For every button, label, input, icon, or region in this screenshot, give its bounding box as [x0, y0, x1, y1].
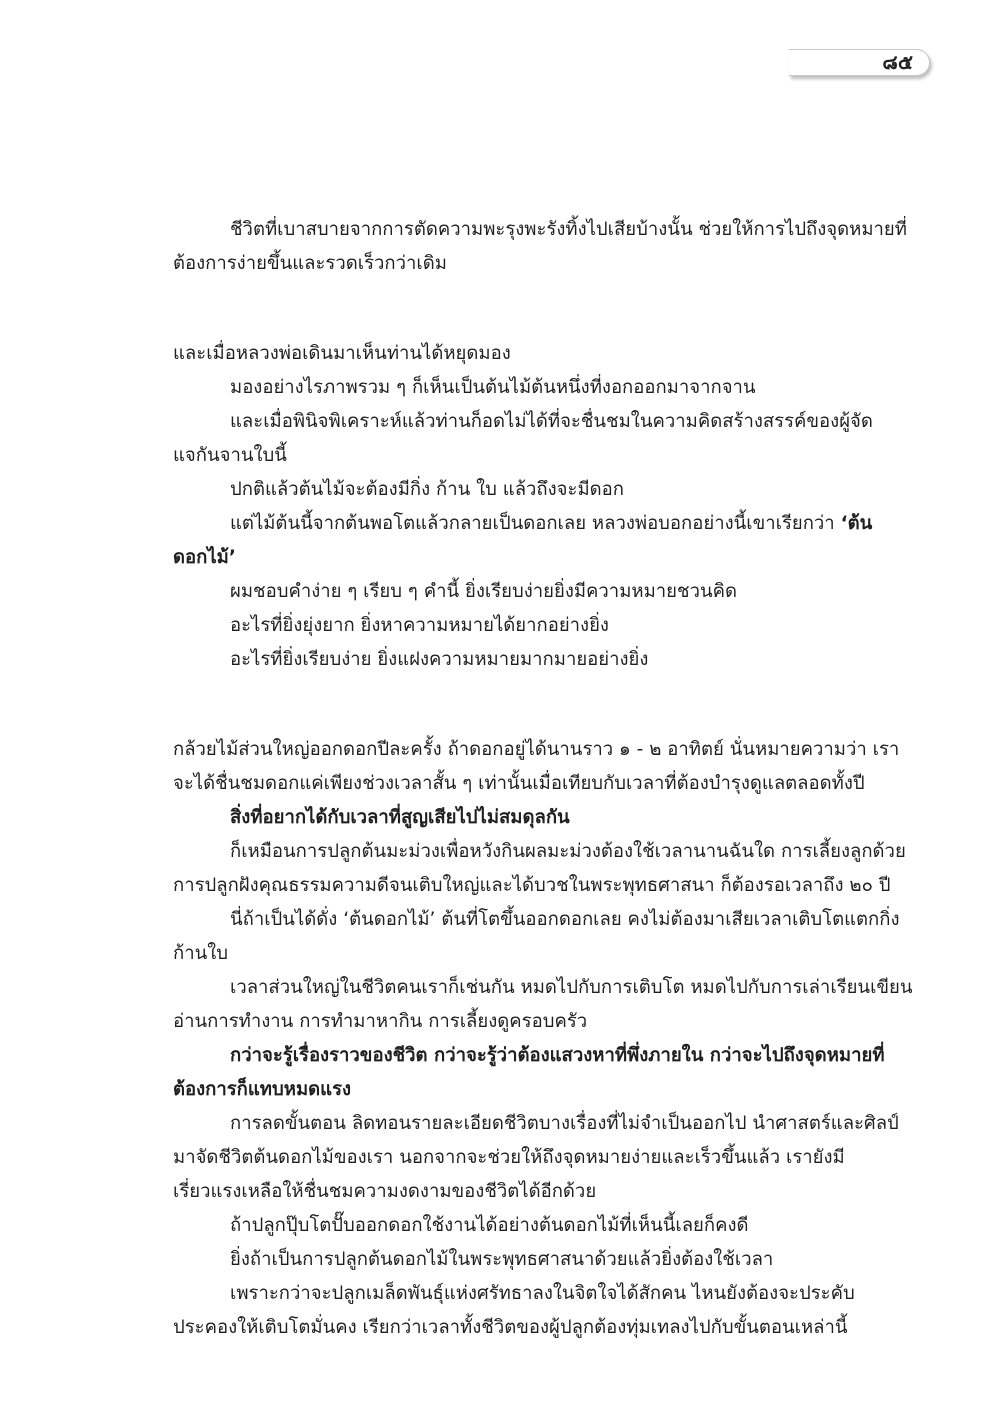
paragraph-8: อะไรที่ยิ่งยุ่งยาก ยิ่งหาความหมายได้ยากอย่างยิ่ง: [230, 615, 609, 636]
page-number-tab: [789, 49, 930, 76]
paragraph-10: กล้วยไม้ส่วนใหญ่ออกดอกปีละครั้ง ถ้าดอกอยู่ได้นานราว ๑ - ๒ อาทิตย์ นั่นหมายความว่า เราจะได้ชื่นชมดอกแค่เพียงช่วงเวลาสั้น ๆ เท่านั้นเมื่อเทียบกับเวลาที่ต้องบำรุงดูแลตลอดทั้งปี: [173, 739, 900, 794]
paragraph-12: ก็เหมือนการปลูกต้นมะม่วงเพื่อหวังกินผลมะม่วงต้องใช้เวลานานฉันใด การเลี้ยงลูกด้วยการปลูกฝังคุณธรรมความดีจนเติบใหญ่และได้บวชในพระพุทธศาสนา ก็ต้องรอเวลาถึง ๒๐ ปี: [173, 841, 906, 896]
paragraph-gap: [173, 281, 913, 315]
paragraph-14: เวลาส่วนใหญ่ในชีวิตคนเราก็เช่นกัน หมดไปกับการเติบโต หมดไปกับการเล่าเรียนเขียนอ่านการทำงาน การทำมาหากิน การเลี้ยงดูครอบครัว: [173, 977, 913, 1032]
paragraph-6-text: แต่ไม้ต้นนี้จากต้นพอโตแล้วกลายเป็นดอกเลย หลวงพ่อบอกอย่างนี้เขาเรียกว่า: [230, 513, 841, 534]
paragraph-gap: [173, 315, 913, 337]
paragraph-16: การลดขั้นตอน ลิดทอนรายละเอียดชีวิตบางเรื่องที่ไม่จำเป็นออกไป นำศาสตร์และศิลป์มาจัดชีวิตต้นดอกไม้ของเรา นอกจากจะช่วยให้ถึงจุดหมายง่ายและเร็วขึ้นแล้ว เรายังมีเรี่ยวแรงเหลือให้ชื่นชมความงดงามของชีวิตได้อีกด้วย: [173, 1113, 899, 1202]
term-ton-dok-mai: ‘ต้นดอกไม้’: [173, 513, 873, 568]
paragraph-gap: [173, 677, 913, 711]
paragraph-7: ผมชอบคำง่าย ๆ เรียบ ๆ คำนี้ ยิ่งเรียบง่ายยิ่งมีความหมายชวนคิด: [230, 581, 737, 602]
body-text: [173, 213, 913, 1345]
paragraph-18: ยิ่งถ้าเป็นการปลูกต้นดอกไม้ในพระพุทธศาสนาด้วยแล้วยิ่งต้องใช้เวลา: [230, 1249, 774, 1270]
page-number: ๘๕: [882, 50, 913, 74]
paragraph-15-emphasis: กว่าจะรู้เรื่องราวของชีวิต กว่าจะรู้ว่าต้องแสวงหาที่พึ่งภายใน กว่าจะไปถึงจุดหมายที่ต้องการก็แทบหมดแรง: [173, 1045, 885, 1100]
paragraph-6: [173, 507, 913, 575]
paragraph-19: เพราะกว่าจะปลูกเมล็ดพันธุ์แห่งศรัทธาลงในจิตใจได้สักคน ไหนยังต้องจะประคับประคองให้เติบโตมั่นคง เรียกว่าเวลาทั้งชีวิตของผู้ปลูกต้องทุ่มเทลงไปกับขั้นตอนเหล่านี้: [173, 1283, 855, 1338]
paragraph-3: มองอย่างไรภาพรวม ๆ ก็เห็นเป็นต้นไม้ต้นหนึ่งที่งอกออกมาจากจาน: [230, 377, 756, 398]
paragraph-11-emphasis: สิ่งที่อยากได้กับเวลาที่สูญเสียไปไม่สมดุลกัน: [230, 807, 570, 828]
paragraph-17: ถ้าปลูกปุ๊บโตปั๊บออกดอกใช้งานได้อย่างต้นดอกไม้ที่เห็นนี้เลยก็คงดี: [230, 1215, 749, 1236]
paragraph-gap: [173, 711, 913, 733]
paragraph-13: นี่ถ้าเป็นได้ดั่ง ‘ต้นดอกไม้’ ต้นที่โตขึ้นออกดอกเลย คงไม่ต้องมาเสียเวลาเติบโตแตกกิ่งก้านใบ: [173, 909, 900, 964]
paragraph-1: ชีวิตที่เบาสบายจากการตัดความพะรุงพะรังทิ้งไปเสียบ้างนั้น ช่วยให้การไปถึงจุดหมายที่ต้องการง่ายขึ้นและรวดเร็วกว่าเดิม: [173, 219, 907, 274]
paragraph-9: อะไรที่ยิ่งเรียบง่าย ยิ่งแฝงความหมายมากมายอย่างยิ่ง: [230, 649, 649, 670]
paragraph-5: ปกติแล้วต้นไม้จะต้องมีกิ่ง ก้าน ใบ แล้วถึงจะมีดอก: [230, 479, 624, 500]
paragraph-2: และเมื่อหลวงพ่อเดินมาเห็นท่านได้หยุดมอง: [173, 343, 511, 364]
paragraph-4: และเมื่อพินิจพิเคราะห์แล้วท่านก็อดไม่ได้ที่จะชื่นชมในความคิดสร้างสรรค์ของผู้จัดแจกันจานใบนี้: [173, 411, 873, 466]
